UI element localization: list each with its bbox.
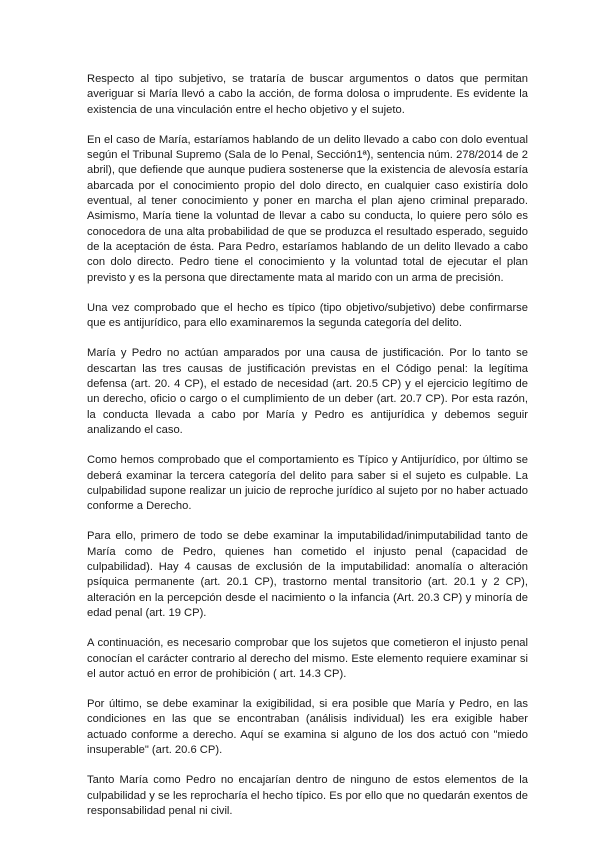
paragraph-exigibilidad: Por último, se debe examinar la exigibilidad, si era posible que María y Pedro, en las condiciones en las que se encontraban (análisis individual) les era exigible haber actuado conforme a derecho. Aquí se examina si alguno de los dos actuó con "miedo insuperable" (art. 20.6 CP). [87,698,528,756]
paragraph-causas-justificacion: María y Pedro no actúan amparados por una causa de justificación. Por lo tanto se descartan las tres causas de justificación previstas en el Código penal: la legítima defensa (art. 20. 4 CP), el estado de necesidad (art. 20.5 CP) y el ejercicio legítimo de un derecho, oficio o cargo o el cumplimiento de un deber (art. 20.7 CP). Por esta razón, la conducta llevada a cabo por María y Pedro es antijurídica y debemos seguir analizando el caso. [87,347,528,436]
paragraph-culpabilidad-intro: Como hemos comprobado que el comportamiento es Típico y Antijurídico, por último se deberá examinar la tercera categoría del delito para saber si el sujeto es culpable. La culpabilidad supone realizar un juicio de reproche jurídico al sujeto por no haber actuado conforme a Derecho. [87,454,528,513]
paragraph-conclusion: Tanto María como Pedro no encajarían dentro de ninguno de estos elementos de la culpabilidad y se les reprocharía el hecho típico. Es por ello que no quedarán exentos de responsabilidad penal ni civil. [87,774,528,817]
paragraph-imputabilidad: Para ello, primero de todo se debe examinar la imputabilidad/inimputabilidad tanto de María como de Pedro, quienes han cometido el injusto penal (capacidad de culpabilidad). Hay 4 causas de exclusión de la imputabilidad: anomalía o alteración psíquica permanente (art. 20.1 CP), trastorno mental transitorio (art. 20.1 y 2 CP), alteración en la percepción desde el nacimiento o la infancia (Art. 20.3 CP) y minoría de edad penal (art. 19 CP). [87,530,528,619]
paragraph-antijuridicidad-intro: Una vez comprobado que el hecho es típico (tipo objetivo/subjetivo) debe confirmarse que es antijurídico, para ello examinaremos la segunda categoría del delito. [87,301,528,330]
paragraph-tipo-subjetivo: Respecto al tipo subjetivo, se trataría de buscar argumentos o datos que permitan averiguar si María llevó a cabo la acción, de forma dolosa o imprudente. Es evidente la existencia de una vinculación entre el hecho objetivo y el sujeto. [87,73,528,116]
paragraph-error-prohibicion: A continuación, es necesario comprobar que los sujetos que cometieron el injusto penal conocían el carácter contrario al derecho del mismo. Este elemento requiere examinar si el autor actuó en error de prohibición ( art. 14.3 CP). [87,637,528,680]
paragraph-dolo-maria-pedro: En el caso de María, estaríamos hablando de un delito llevado a cabo con dolo eventual según el Tribunal Supremo (Sala de lo Penal, Sección1ª), sentencia núm. 278/2014 de 2 abril), que defiende que aunque pudiera sostenerse que la existencia de alevosía estaría abarcada por el conocimiento propio del dolo directo, en cualquier caso existiría dolo eventual, al tener conocimiento y poner en marcha el plan ajeno criminal preparado. Asimismo, María tiene la voluntad de llevar a cabo su conducta, lo quiere pero sólo es conocedora de una alta probabilidad de que se produzca el resultado esperado, seguido de la aceptación de ésta. Para Pedro, estaríamos hablando de un delito llevado a cabo con dolo directo. Pedro tiene el conocimiento y la voluntad total de ejecutar el plan previsto y es la persona que directamente mata al marido con un arma de precisión. [87,133,528,284]
document-body [87,72,528,834]
